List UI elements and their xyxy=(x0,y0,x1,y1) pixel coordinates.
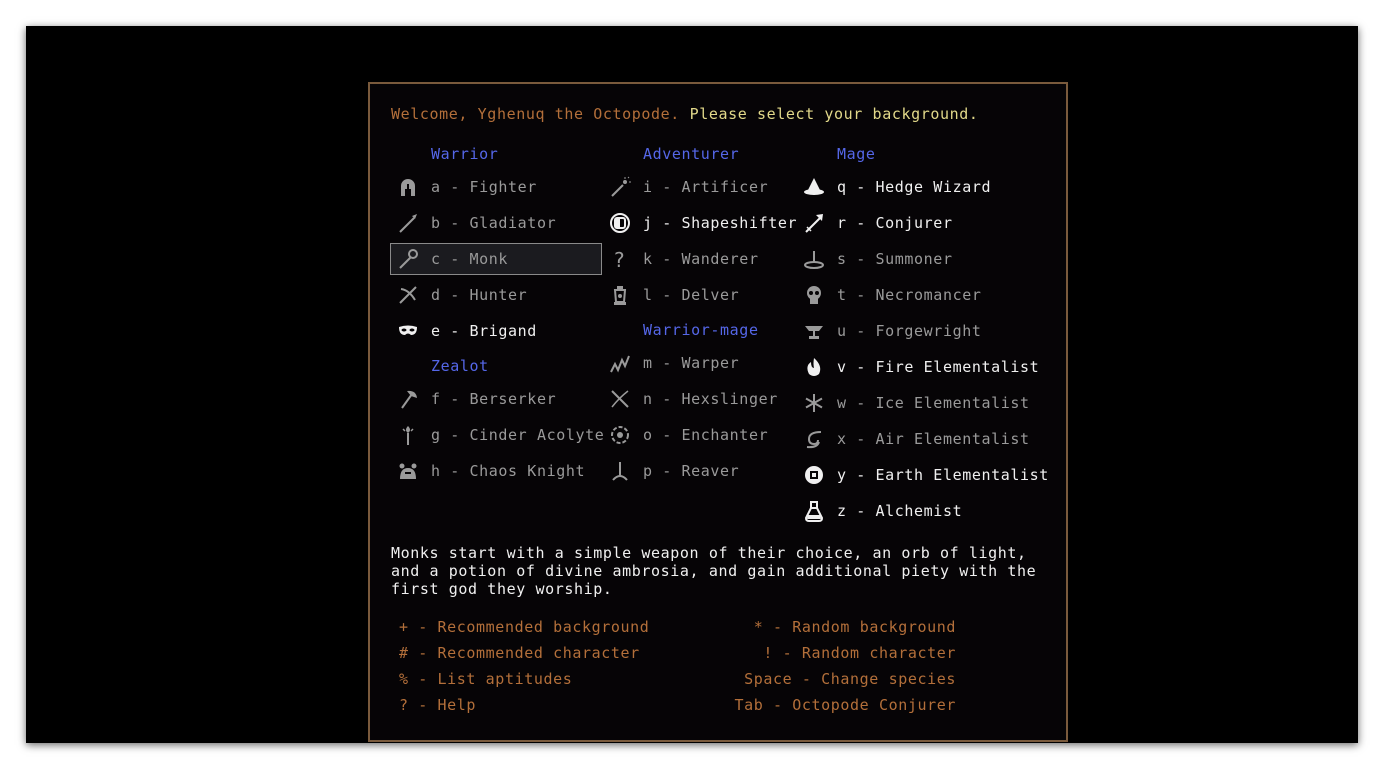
stone-icon xyxy=(803,464,825,486)
select-prompt: Please select your background. xyxy=(689,105,979,123)
wizard-hat-icon xyxy=(803,176,825,198)
background-option-warper[interactable] xyxy=(603,348,788,378)
background-label: l - Delver xyxy=(643,286,740,304)
background-label: r - Conjurer xyxy=(837,214,953,232)
key-help-item[interactable]: + - Recommended background xyxy=(399,618,650,636)
background-label: y - Earth Elementalist xyxy=(837,466,1049,484)
background-label: c - Monk xyxy=(431,250,509,268)
background-option-ice-elementalist[interactable] xyxy=(797,388,1030,418)
background-option-reaver[interactable] xyxy=(603,456,788,486)
magic-dart-icon xyxy=(803,212,825,234)
welcome-text: Welcome, Yghenuq the Octopode. xyxy=(391,105,680,123)
key-help-item[interactable]: ? - Help xyxy=(399,696,477,714)
flask-icon xyxy=(803,500,825,522)
swirl-icon xyxy=(609,424,631,446)
shapeshift-icon xyxy=(609,212,631,234)
sling-icon xyxy=(609,388,631,410)
snowflake-icon xyxy=(803,392,825,414)
background-label: d - Hunter xyxy=(431,286,528,304)
torch-icon xyxy=(397,424,419,446)
background-option-cinder-acolyte[interactable] xyxy=(391,420,605,450)
key-help-item[interactable]: # - Recommended character xyxy=(399,644,640,662)
background-label: w - Ice Elementalist xyxy=(837,394,1030,412)
background-option-hunter[interactable] xyxy=(391,280,601,310)
background-option-wanderer[interactable] xyxy=(603,244,788,274)
background-label: o - Enchanter xyxy=(643,426,769,444)
game-window xyxy=(26,26,1358,743)
background-label: t - Necromancer xyxy=(837,286,982,304)
background-label: a - Fighter xyxy=(431,178,537,196)
crossbow-icon xyxy=(397,284,419,306)
background-label: u - Forgewright xyxy=(837,322,982,340)
background-label: s - Summoner xyxy=(837,250,953,268)
background-option-gladiator[interactable] xyxy=(391,208,601,238)
background-selection-panel xyxy=(368,82,1068,742)
helmet-icon xyxy=(397,176,419,198)
key-help-item[interactable]: % - List aptitudes xyxy=(399,670,573,688)
background-option-necromancer[interactable] xyxy=(797,280,982,310)
question-icon xyxy=(609,248,631,270)
background-label: v - Fire Elementalist xyxy=(837,358,1040,376)
background-option-berserker[interactable] xyxy=(391,384,601,414)
background-option-forgewright[interactable] xyxy=(797,316,982,346)
background-option-fighter[interactable] xyxy=(391,172,601,202)
background-option-chaos-knight[interactable] xyxy=(391,456,601,486)
background-label: n - Hexslinger xyxy=(643,390,778,408)
warp-dagger-icon xyxy=(609,352,631,374)
background-description: Monks start with a simple weapon of their choice, an orb of light, and a potion of divine ambrosia, and gain additional piety with the first god they worship. xyxy=(391,544,1037,598)
heading-zealot: Zealot xyxy=(431,357,489,375)
background-option-fire-elementalist[interactable] xyxy=(797,352,1040,382)
background-label: b - Gladiator xyxy=(431,214,557,232)
key-help-item[interactable]: Tab - Octopode Conjurer xyxy=(734,696,956,714)
background-option-air-elementalist[interactable] xyxy=(797,424,1030,454)
background-label: m - Warper xyxy=(643,354,740,372)
background-label: e - Brigand xyxy=(431,322,537,340)
background-option-summoner[interactable] xyxy=(797,244,982,274)
background-label: i - Artificer xyxy=(643,178,769,196)
reaver-sword-icon xyxy=(609,460,631,482)
background-label: f - Berserker xyxy=(431,390,557,408)
heading-warrior-mage: Warrior-mage xyxy=(643,321,759,339)
background-label: q - Hedge Wizard xyxy=(837,178,992,196)
background-option-conjurer[interactable] xyxy=(797,208,982,238)
quarterstaff-icon xyxy=(397,248,419,270)
welcome-line xyxy=(391,104,979,124)
background-option-hexslinger[interactable] xyxy=(603,384,788,414)
background-option-artificer[interactable] xyxy=(603,172,788,202)
background-option-earth-elementalist[interactable] xyxy=(797,460,1049,490)
key-help-item[interactable]: ! - Random character xyxy=(763,644,956,662)
background-option-enchanter[interactable] xyxy=(603,420,788,450)
heading-mage: Mage xyxy=(837,145,876,163)
background-option-monk[interactable] xyxy=(391,244,601,274)
svg-text:?: ? xyxy=(614,248,626,270)
background-option-shapeshifter[interactable] xyxy=(603,208,798,238)
wand-icon xyxy=(609,176,631,198)
summon-circle-icon xyxy=(803,248,825,270)
background-label: h - Chaos Knight xyxy=(431,462,586,480)
anvil-icon xyxy=(803,320,825,342)
key-help-item[interactable]: * - Random background xyxy=(753,618,956,636)
lantern-icon xyxy=(609,284,631,306)
background-option-alchemist[interactable] xyxy=(797,496,982,526)
background-label: p - Reaver xyxy=(643,462,740,480)
heading-warrior: Warrior xyxy=(431,145,499,163)
axe-icon xyxy=(397,388,419,410)
skull-icon xyxy=(803,284,825,306)
mask-icon xyxy=(397,320,419,342)
background-label: k - Wanderer xyxy=(643,250,759,268)
background-option-hedge-wizard[interactable] xyxy=(797,172,992,202)
key-help-item[interactable]: Space - Change species xyxy=(744,670,956,688)
background-option-delver[interactable] xyxy=(603,280,788,310)
background-label: j - Shapeshifter xyxy=(643,214,798,232)
background-label: x - Air Elementalist xyxy=(837,430,1030,448)
chaos-helm-icon xyxy=(397,460,419,482)
background-label: z - Alchemist xyxy=(837,502,963,520)
flame-icon xyxy=(803,356,825,378)
whirlwind-icon xyxy=(803,428,825,450)
background-label: g - Cinder Acolyte xyxy=(431,426,605,444)
background-option-brigand[interactable] xyxy=(391,316,601,346)
spear-icon xyxy=(397,212,419,234)
heading-adventurer: Adventurer xyxy=(643,145,740,163)
